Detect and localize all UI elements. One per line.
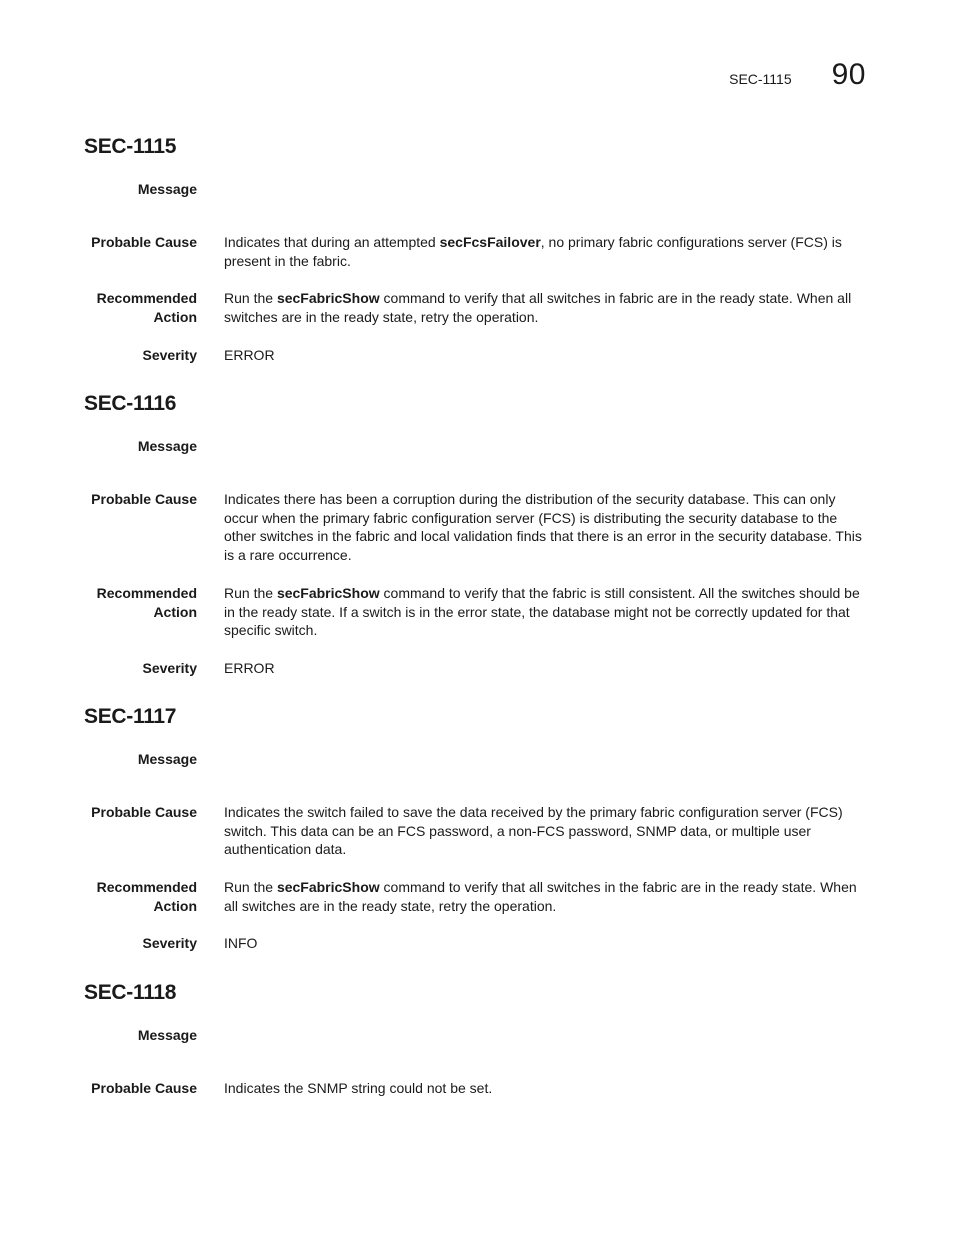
- severity-label: Severity: [142, 935, 197, 951]
- message-section-sec-1116: [84, 390, 884, 676]
- probable-cause-label: Probable Cause: [91, 1080, 197, 1096]
- recommended-action-text: Run the secFabricShow command to verify that all switches in fabric are in the ready state. When all switches are in the ready state, retry the operation.: [224, 290, 852, 325]
- section-title: SEC-1116: [84, 392, 177, 415]
- section-title: SEC-1118: [84, 981, 177, 1004]
- probable-cause-label: Probable Cause: [91, 234, 197, 250]
- message-section-sec-1115: [84, 133, 884, 363]
- recommended-action-label: Recommended Action: [96, 879, 197, 914]
- severity-value: INFO: [224, 935, 258, 951]
- severity-value: ERROR: [224, 347, 275, 363]
- section-title: SEC-1117: [84, 705, 177, 728]
- probable-cause-label: Probable Cause: [91, 491, 197, 507]
- probable-cause-text: Indicates that during an attempted secFcsFailover, no primary fabric configurations server (FCS) is present in the fabric.: [224, 234, 842, 269]
- probable-cause-label: Probable Cause: [91, 804, 197, 820]
- message-label: Message: [137, 181, 197, 197]
- severity-label: Severity: [142, 660, 197, 676]
- severity-label: Severity: [142, 347, 197, 363]
- severity-value: ERROR: [224, 660, 275, 676]
- probable-cause-text: Indicates there has been a corruption during the distribution of the security database. This can only occur when the primary fabric configuration server (FCS) is distributing the security database to the other switches in the fabric and local validation finds that there is an error in the security database. This is a rare occurrence.: [224, 491, 862, 563]
- section-title: SEC-1115: [84, 135, 177, 158]
- command-name: secFabricShow: [276, 879, 380, 895]
- message-label: Message: [137, 438, 197, 454]
- header-message-code: SEC-1115: [729, 71, 792, 87]
- running-header: [729, 58, 866, 92]
- probable-cause-text: Indicates the SNMP string could not be set.: [224, 1080, 493, 1096]
- message-section-sec-1118: [84, 979, 884, 1096]
- recommended-action-text: Run the secFabricShow command to verify that the fabric is still consistent. All the switches should be in the ready state. If a switch is in the error state, the database might not be correctly updated for that specific switch.: [224, 585, 860, 639]
- command-name: secFabricShow: [276, 585, 380, 601]
- recommended-action-label: Recommended Action: [96, 585, 197, 620]
- recommended-action-label: Recommended Action: [96, 290, 197, 325]
- page-number: 90: [831, 58, 866, 91]
- probable-cause-text: Indicates the switch failed to save the data received by the primary fabric configuration server (FCS) switch. This data can be an FCS password, a non-FCS password, SNMP data, or multiple user authentication data.: [224, 804, 843, 858]
- message-section-sec-1117: [84, 703, 884, 951]
- command-name: secFabricShow: [276, 290, 380, 306]
- recommended-action-text: Run the secFabricShow command to verify that all switches in the fabric are in the ready state. When all switches are in the ready state, retry the operation.: [224, 879, 857, 914]
- command-name: secFcsFailover: [439, 234, 541, 250]
- message-label: Message: [137, 751, 197, 767]
- message-label: Message: [137, 1027, 197, 1043]
